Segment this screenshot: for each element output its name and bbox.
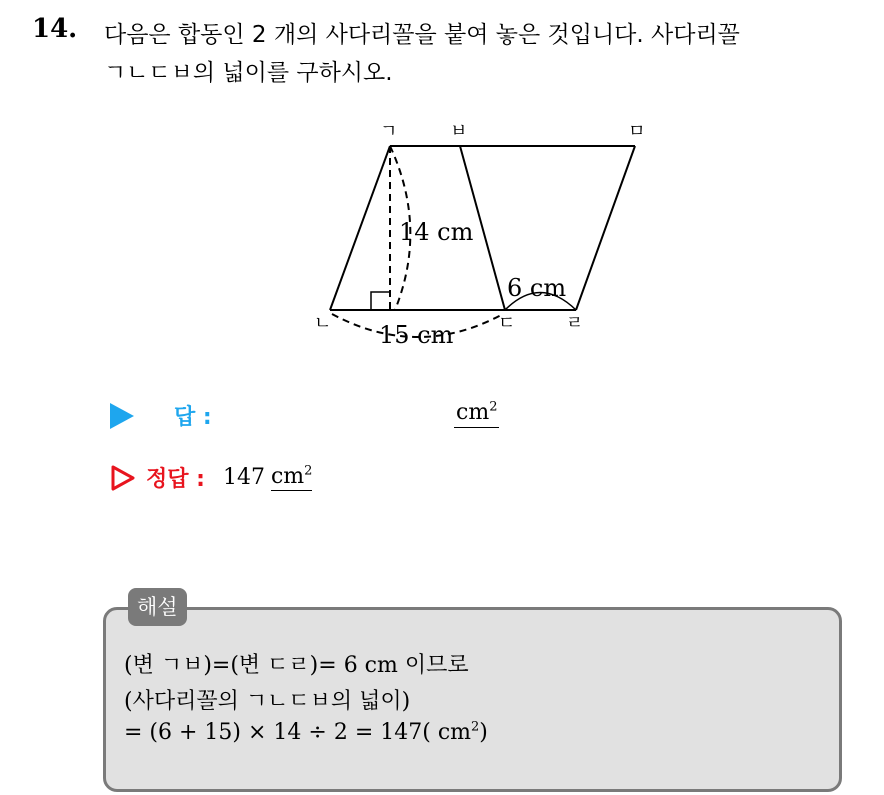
- answer-row: [110, 400, 212, 431]
- vertex-label-m: ㅁ: [628, 121, 646, 142]
- explanation-tag: 해설: [128, 588, 187, 626]
- correct-answer-unit: cm: [270, 464, 305, 489]
- right-angle-mark: [371, 292, 390, 310]
- vertex-label-b: ㅂ: [450, 121, 468, 142]
- answer-unit: cm: [456, 400, 490, 425]
- correct-answer-unit-exponent: 2: [304, 463, 313, 479]
- answer-label: 답 :: [174, 405, 212, 430]
- explanation-line-2: (사다리꼴의 ㄱㄴㄷㅂ의 넓이): [124, 689, 411, 714]
- edge-left: [330, 146, 390, 310]
- vertex-label-g: ㄱ: [380, 121, 398, 142]
- vertex-label-d: ㄷ: [498, 313, 516, 334]
- explanation-formula: = (6 + 15) × 14 ÷ 2 = 147( cm: [124, 720, 472, 745]
- question-number: 14.: [32, 14, 78, 44]
- play-marker-icon: [110, 403, 134, 429]
- vertex-label-n: ㄴ: [314, 313, 332, 334]
- vertex-label-r: ㄹ: [566, 313, 584, 334]
- base-label: 15 cm: [379, 321, 454, 349]
- correct-answer-label: 정답 :: [146, 467, 205, 492]
- question-text-line-2: ㄱㄴㄷㅂ의 넓이를 구하시오.: [104, 60, 393, 86]
- correct-answer-unit-group: [271, 464, 312, 491]
- explanation-formula-end: ): [479, 720, 488, 745]
- slant-label: 6 cm: [507, 274, 567, 302]
- answer-unit-exponent: 2: [489, 399, 498, 415]
- trapezoid-figure: [300, 110, 646, 349]
- explanation-line-1: (변 ㄱㅂ)=(변 ㄷㄹ)= 6 cm 이므로: [124, 653, 469, 678]
- height-label: 14 cm: [399, 218, 474, 246]
- explanation-formula-exponent: 2: [471, 719, 480, 735]
- correct-answer-value: 147: [222, 465, 265, 490]
- correct-answer-row: [110, 462, 312, 493]
- outline-marker-icon: [110, 464, 136, 492]
- question-text-line-1: 다음은 합동인 2 개의 사다리꼴을 붙여 놓은 것입니다. 사다리꼴: [104, 22, 740, 48]
- explanation-line-3: [124, 720, 488, 745]
- answer-blank[interactable]: [454, 400, 499, 428]
- edge-right: [576, 146, 635, 310]
